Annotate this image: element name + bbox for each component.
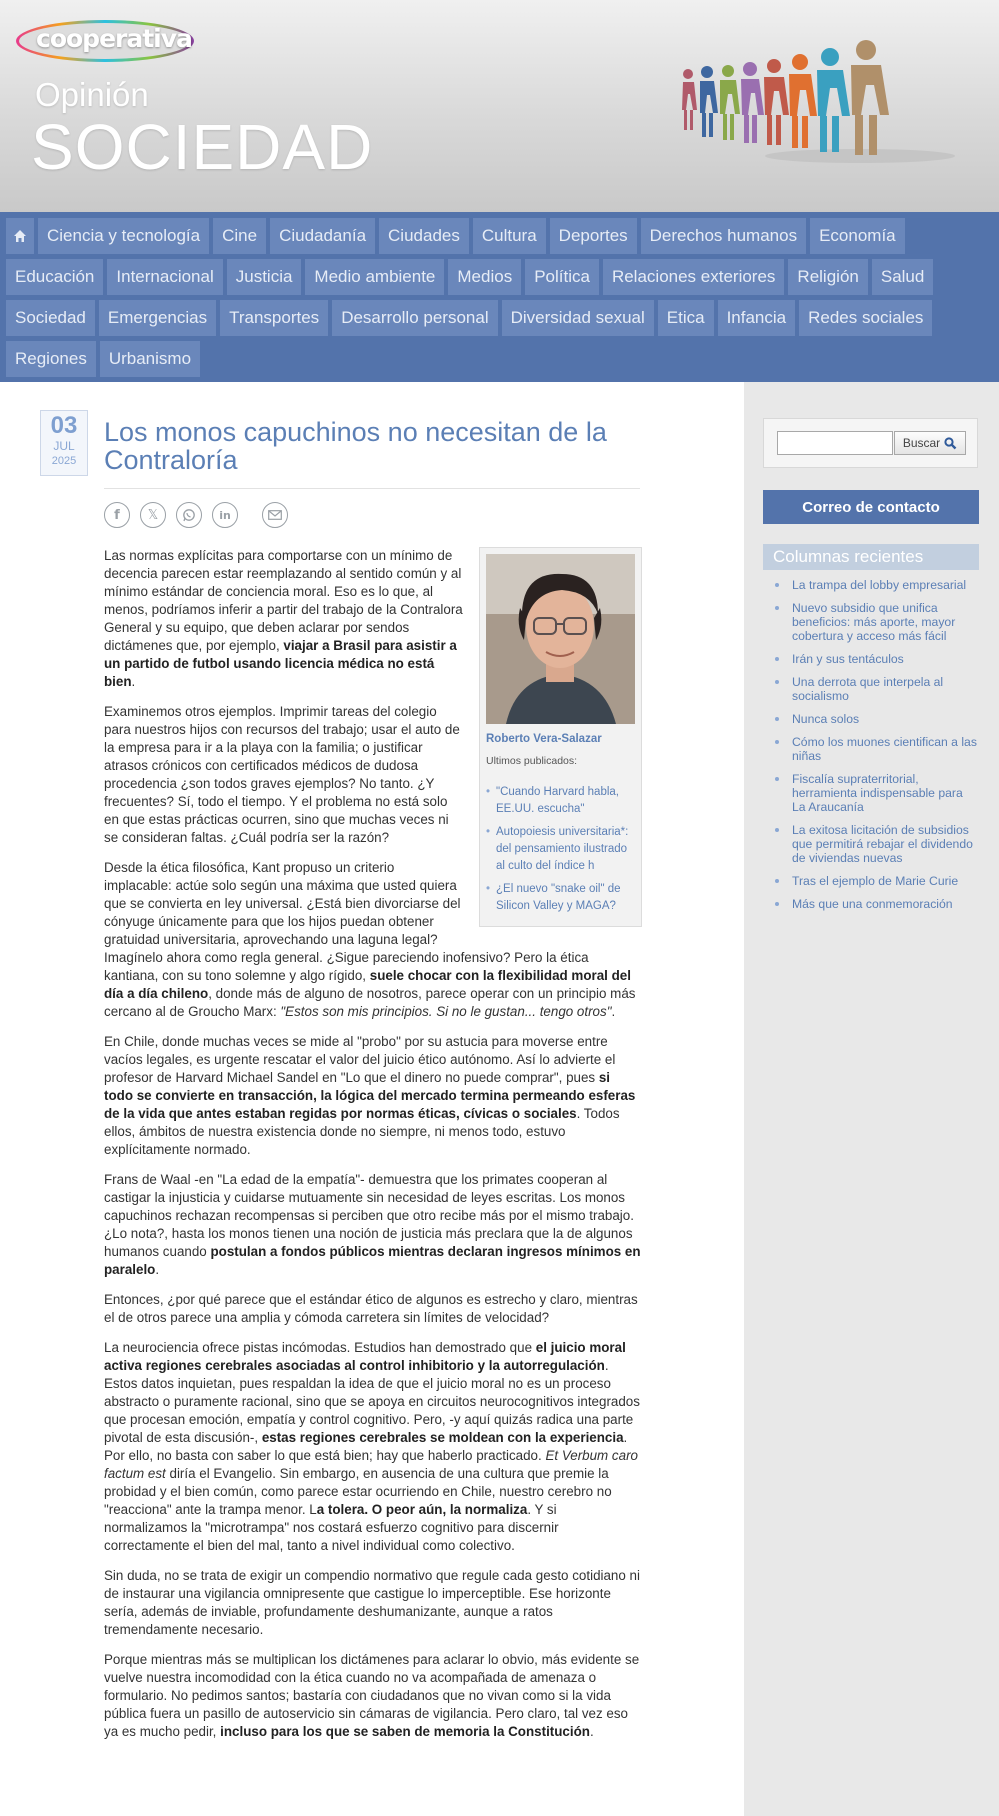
nav-item-religion[interactable]: Religión bbox=[788, 259, 867, 295]
bold-text: incluso para los que se saben de memoria la Constitución bbox=[220, 1724, 590, 1739]
author-recent-label: Ultimos publicados: bbox=[486, 755, 578, 767]
article-title: Los monos capuchinos no necesitan de la Contraloría bbox=[104, 417, 607, 475]
text: , donde más de alguno de nosotros, parece operar con un principio más cercano al de Groucho Marx: bbox=[104, 986, 636, 1019]
author-portrait bbox=[486, 554, 635, 724]
paragraph-2: Examinemos otros ejemplos. Imprimir tareas del colegio para nuestros hijos con recursos del trabajo; usar el auto de la empresa para ir a la playa con la familia; o justificar atrasos crónicos con certificados médicos de dudosa procedencia ¿son todos graves ejemplos? No tanto. ¿Y frecuentes? Sí, todo el tiempo. Y el problema no está solo en que estas prácticas ocurren, sino que muchas veces ni se consideran faltas. ¿Cuál podría ser la razón? bbox=[104, 704, 460, 845]
category-nav bbox=[0, 212, 999, 382]
text: Las normas explícitas para comportarse con un mínimo de decencia parecen estar reemplazando al sentido común y al mínimo estándar de conciencia moral. Eso es lo que, al menos, podríamos inferir a partir del trabajo de la Contralora General y su equipo, que deben aclarar por sendos dictámenes que, por ejemplo, bbox=[104, 548, 463, 653]
paper-people-illustration bbox=[670, 38, 960, 168]
author-recent-list bbox=[486, 784, 635, 915]
search-input[interactable] bbox=[777, 431, 893, 455]
nav-item-emergencias[interactable]: Emergencias bbox=[99, 300, 216, 336]
italic-text: Et Verbum caro factum est bbox=[104, 1448, 638, 1481]
text: diría el Evangelio. Sin embargo, en ausencia de una cultura que premie la probidad y el bien común, como parece estar ocurriendo en Chile, nuestro cerebro no "reacciona" ante la trampa menor. L bbox=[104, 1466, 612, 1517]
nav-item-redes-sociales[interactable]: Redes sociales bbox=[799, 300, 932, 336]
nav-item-ciudades[interactable]: Ciudades bbox=[379, 218, 469, 254]
text: . bbox=[155, 1262, 160, 1277]
author-recent-item[interactable]: • "Cuando Harvard habla, EE.UU. escucha" bbox=[496, 784, 635, 818]
text: . bbox=[131, 674, 136, 689]
text: En Chile, donde muchas veces se mide al "probo" por su astucia para moverse entre vacíos legales, es urgente rescatar el valor del juicio ético autónomo. Así lo advierte el profesor de Harvard Michael Sandel en "Lo que el dinero no puede comprar", pues bbox=[104, 1034, 616, 1085]
bold-text: si todo se convierte en transacción, la lógica del mercado termina permeando esferas de la vida que antes estaban regidas por normas éticas, cívicas o sociales bbox=[104, 1070, 636, 1121]
paragraph-8: Sin duda, no se trata de exigir un compendio normativo que regule cada gesto cotidiano ni de instaurar una vigilancia omnipresente que castigue lo imperceptible. Ese horizonte sería, además de inviable, profundamente deshumanizante, aunque a ratos tremendamente necesario. bbox=[104, 1568, 640, 1637]
nav-item-regiones[interactable]: Regiones bbox=[6, 341, 96, 377]
recent-column-link[interactable]: Tras el ejemplo de Marie Curie bbox=[763, 874, 979, 888]
nav-item-infancia[interactable]: Infancia bbox=[718, 300, 796, 336]
facebook-icon: f bbox=[114, 507, 120, 523]
bold-text: el juicio moral activa regiones cerebrales asociadas al control inhibitorio y la autorregulación bbox=[104, 1340, 626, 1373]
recent-column-link[interactable]: Nuevo subsidio que unifica beneficios: más aporte, mayor cobertura y acceso más fácil bbox=[763, 601, 979, 643]
x-share-button[interactable] bbox=[140, 502, 166, 528]
recent-column-link[interactable]: Nunca solos bbox=[763, 712, 979, 726]
nav-item-ciencia-y-tecnologia[interactable]: Ciencia y tecnología bbox=[38, 218, 209, 254]
logo-text: cooperativa bbox=[36, 24, 192, 53]
category-nav-row bbox=[6, 218, 993, 382]
article-body bbox=[104, 547, 642, 1753]
search-button[interactable] bbox=[894, 431, 966, 455]
nav-item-cultura[interactable]: Cultura bbox=[473, 218, 546, 254]
nav-item-medio-ambiente[interactable]: Medio ambiente bbox=[305, 259, 444, 295]
text: . bbox=[589, 1724, 594, 1739]
paragraph-5 bbox=[104, 1171, 642, 1279]
nav-item-diversidad-sexual[interactable]: Diversidad sexual bbox=[502, 300, 654, 336]
nav-item-urbanismo[interactable]: Urbanismo bbox=[100, 341, 200, 377]
recent-column-link[interactable]: Irán y sus tentáculos bbox=[763, 652, 979, 666]
text: . Y si normalizamos la "microtrampa" nos costará esfuerzo cognitivo para discernir correctamente el bien del mal, tanto a nivel individual como colectivo. bbox=[104, 1502, 559, 1553]
author-name-link[interactable]: Roberto Vera-Salazar bbox=[486, 733, 602, 745]
nav-item-relaciones-exteriores[interactable]: Relaciones exteriores bbox=[603, 259, 784, 295]
bold-text: suele chocar con la flexibilidad moral del día a día chileno bbox=[104, 968, 631, 1001]
paragraph-7 bbox=[104, 1339, 642, 1555]
nav-item-educacion[interactable]: Educación bbox=[6, 259, 103, 295]
date-day: 03 bbox=[50, 412, 78, 439]
main-column bbox=[0, 382, 744, 1816]
linkedin-icon: in bbox=[219, 508, 231, 522]
bold-text: a tolera. O peor aún, la normaliza bbox=[316, 1502, 528, 1517]
search-button-label: Buscar bbox=[902, 436, 941, 450]
nav-item-desarrollo-personal[interactable]: Desarrollo personal bbox=[332, 300, 497, 336]
recent-column-link[interactable]: Una derrota que interpela al socialismo bbox=[763, 675, 979, 703]
recent-column-link[interactable]: La exitosa licitación de subsidios que permitirá rebajar el dividendo de viviendas nuevas bbox=[763, 823, 979, 865]
nav-item-justicia[interactable]: Justicia bbox=[227, 259, 302, 295]
x-icon: 𝕏 bbox=[147, 507, 159, 523]
paragraph-4 bbox=[104, 1033, 642, 1159]
paragraph-9 bbox=[104, 1651, 642, 1741]
share-bar bbox=[104, 502, 298, 528]
search-panel bbox=[763, 418, 978, 468]
home-icon bbox=[13, 229, 27, 243]
text: Porque mientras más se multiplican los dictámenes para aclarar lo obvio, más evidente se vuelve nuestra incomodidad con la ética cuando no va acompañada de amenaza o formulario. No pedimos santos; bastaría con ciudadanos que no vivan como si la vida pública fuera un pasillo de autoservicio sin cámaras de vigilancia. Pero claro, tal vez eso ya es mucho pedir, bbox=[104, 1652, 640, 1739]
text: . Por ello, no basta con saber lo que está bien; hay que haberlo practicado. bbox=[104, 1430, 628, 1463]
nav-home-button[interactable] bbox=[6, 218, 34, 254]
paragraph-6: Entonces, ¿por qué parece que el estándar ético de algunos es estrecho y claro, mientras el de otros parece una amplia y cómoda carretera sin límites de velocidad? bbox=[104, 1292, 638, 1325]
author-recent-item[interactable]: • Autopoiesis universitaria*: del pensamiento ilustrado al culto del índice h bbox=[496, 824, 635, 875]
recent-column-link[interactable]: La trampa del lobby empresarial bbox=[763, 578, 979, 592]
nav-item-politica[interactable]: Política bbox=[525, 259, 599, 295]
bold-text: postulan a fondos públicos mientras declaran ingresos mínimos en paralelo bbox=[104, 1244, 641, 1277]
title-divider bbox=[104, 488, 640, 489]
nav-item-deportes[interactable]: Deportes bbox=[550, 218, 637, 254]
recent-column-link[interactable]: Cómo los muones cientifican a las niñas bbox=[763, 735, 979, 763]
nav-item-derechos-humanos[interactable]: Derechos humanos bbox=[641, 218, 806, 254]
facebook-share-button[interactable] bbox=[104, 502, 130, 528]
text: La neurociencia ofrece pistas incómodas. Estudios han demostrado que bbox=[104, 1340, 536, 1355]
nav-item-medios[interactable]: Medios bbox=[448, 259, 521, 295]
italic-quote: "Estos son mis principios. Si no le gustan... tengo otros" bbox=[280, 1004, 612, 1019]
email-share-button[interactable] bbox=[262, 502, 288, 528]
recent-column-link[interactable]: Fiscalía supraterritorial, herramienta indispensable para La Araucanía bbox=[763, 772, 979, 814]
site-header bbox=[0, 0, 999, 212]
email-icon bbox=[268, 510, 282, 520]
bold-text: viajar a Brasil para asistir a un partido de futbol usando licencia médica no está bien bbox=[104, 638, 457, 689]
author-photo bbox=[486, 554, 635, 724]
nav-item-internacional[interactable]: Internacional bbox=[107, 259, 222, 295]
publish-date bbox=[40, 410, 88, 476]
cooperativa-logo[interactable] bbox=[16, 20, 192, 60]
date-year: 2025 bbox=[51, 455, 77, 467]
nav-item-sociedad[interactable]: Sociedad bbox=[6, 300, 95, 336]
nav-item-cine[interactable]: Cine bbox=[213, 218, 266, 254]
nav-item-ciudadania[interactable]: Ciudadanía bbox=[270, 218, 375, 254]
recent-column-link[interactable]: Más que una conmemoración bbox=[763, 897, 979, 911]
text: . Todos ellos, ámbitos de nuestra existencia donde no siempre, ni menos todo, estuvo explícitamente normado. bbox=[104, 1106, 620, 1157]
section-label: Opinión bbox=[35, 76, 149, 113]
text: . Estos datos inquietan, pues respaldan la idea de que el juicio moral no es un proceso abstracto o puramente racional, sino que se apoya en circuitos neurocognitivos integrados que procesan emoción, empatía y control cognitivo. Pero, -y aquí quizás radica una parte pivotal de esta discusión-, bbox=[104, 1358, 640, 1445]
author-recent-item[interactable]: • ¿El nuevo "snake oil" de Silicon Valley y MAGA? bbox=[496, 881, 635, 915]
text: Frans de Waal -en "La edad de la empatía"- demuestra que los primates cooperan al castigar la injusticia y cuidarse mutuamente sin necesidad de leyes escritas. Los monos capuchinos rechazan recompensas si perciben que otro recibe más por el mismo trabajo. ¿Lo nota?, hasta los monos tienen una noción de justicia más preclara que la de algunos humanos cuando bbox=[104, 1172, 634, 1259]
section-title: SOCIEDAD bbox=[31, 111, 374, 183]
text: Desde la ética filosófica, Kant propuso un criterio implacable: actúe solo según una máxima que usted quiera que se convierta en ley universal. ¿Está bien divorciarse del cónyuge únicamente para que los hijos puedan obtener gratuidad universitaria, aprovechando una laguna legal? Imagínelo ahora como regla general. ¿Sigue pareciendo inofensivo? Pero la ética kantiana, con su tono solemne y algo rígido, bbox=[104, 860, 589, 983]
linkedin-share-button[interactable] bbox=[212, 502, 238, 528]
date-month: JUL bbox=[53, 439, 75, 453]
nav-item-economia[interactable]: Economía bbox=[810, 218, 905, 254]
recent-columns-title: Columnas recientes bbox=[763, 544, 979, 570]
text: . bbox=[611, 1004, 616, 1019]
nav-item-salud[interactable]: Salud bbox=[872, 259, 933, 295]
nav-item-transportes[interactable]: Transportes bbox=[220, 300, 328, 336]
bold-text: estas regiones cerebrales se moldean con la experiencia bbox=[261, 1430, 624, 1445]
recent-columns-list bbox=[763, 578, 979, 920]
nav-item-etica[interactable]: Etica bbox=[658, 300, 714, 336]
sidebar bbox=[744, 382, 999, 1816]
whatsapp-share-button[interactable] bbox=[176, 502, 202, 528]
author-box bbox=[479, 547, 642, 927]
content-area bbox=[0, 382, 999, 1816]
whatsapp-icon bbox=[182, 508, 196, 522]
contact-email-button[interactable]: Correo de contacto bbox=[763, 490, 979, 524]
magnifier-icon bbox=[944, 437, 957, 450]
